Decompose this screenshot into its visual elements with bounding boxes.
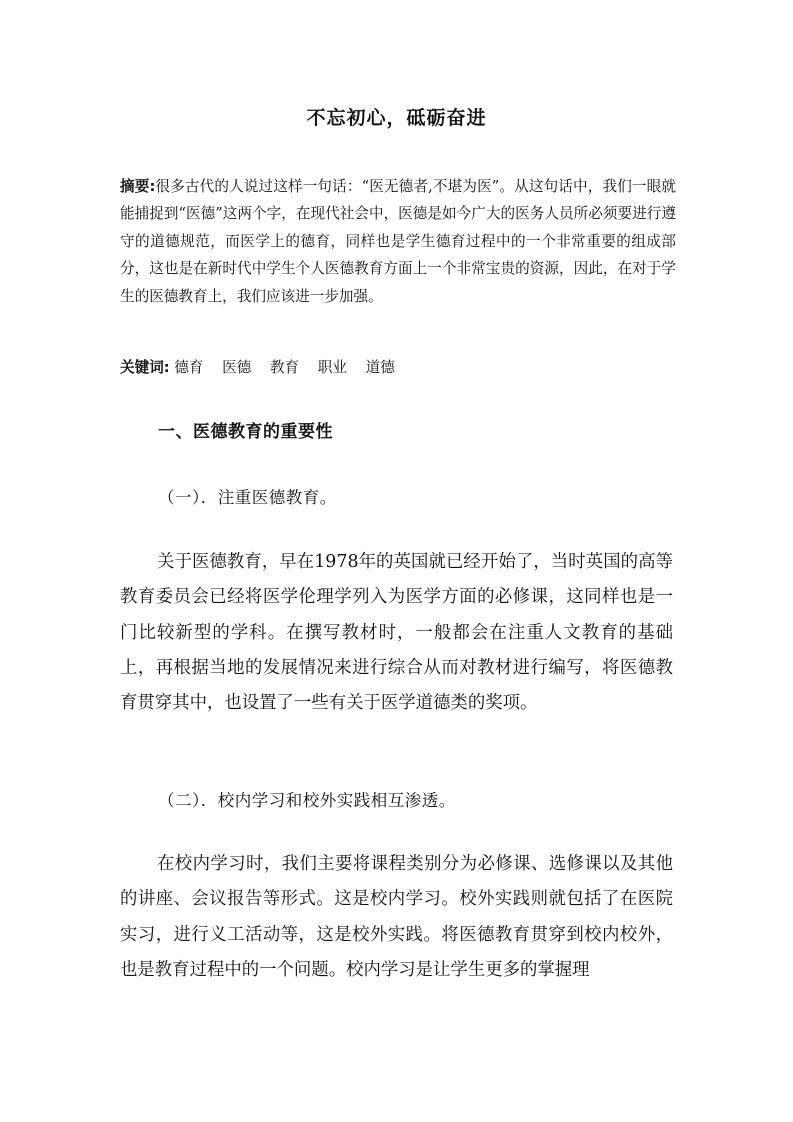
body-paragraph-1: 关于医德教育，早在1978年的英国就已经开始了，当时英国的高等教育委员会已经将医学伦理学列入为医学方面的必修课，这同样也是一门比较新型的学科。在撰写教材时，一般都会在注重人文教育的基础上，再根据当地的发展情况来进行综合从而对教材进行编写，将医德教育贯穿其中，也设置了一些有关于医学道德类的奖项。 [120,552,673,714]
subsection-heading-2: （二）．校内学习和校外实践相互渗透。 [158,791,456,810]
abstract-label: 摘要: [120,178,156,195]
keywords-list [174,359,409,376]
body-paragraph-2: 在校内学习时，我们主要将课程类别分为必修课、选修课以及其他的讲座、会议报告等形式。这是校内学习。校外实践则就包括了在医院实习，进行义工活动等，这是校外实践。将医德教育贯穿到校内校外，也是教育过程中的一个问题。校内学习是让学生更多的掌握理 [120,854,673,980]
abstract-block [120,173,676,310]
section-heading: 一、医德教育的重要性 [158,422,333,442]
keyword-item: 道德 [365,359,395,376]
keyword-item: 职业 [317,359,347,376]
document-title: 不忘初心，砥砺奋进 [306,107,487,129]
subsection-heading-1: （一）．注重医德教育。 [158,488,337,507]
keywords-block [120,356,409,380]
keywords-label: 关键词: [120,359,170,376]
keyword-item: 医德 [222,359,252,376]
keyword-item: 教育 [269,359,300,376]
keyword-item: 德育 [174,359,204,376]
abstract-text: 很多古代的人说过这样一句话：“医无德者,不堪为医”。从这句话中，我们一眼就能捕捉到“医德”这两个字，在现代社会中，医德是如今广大的医务人员所必须要进行遵守的道德规范，而医学上的德育，同样也是学生德育过程中的一个非常重要的组成部分，这也是在新时代中学生个人医德教育方面上一个非常宝贵的资源，因此，在对于学生的医德教育上，我们应该进一步加强。 [120,178,676,305]
